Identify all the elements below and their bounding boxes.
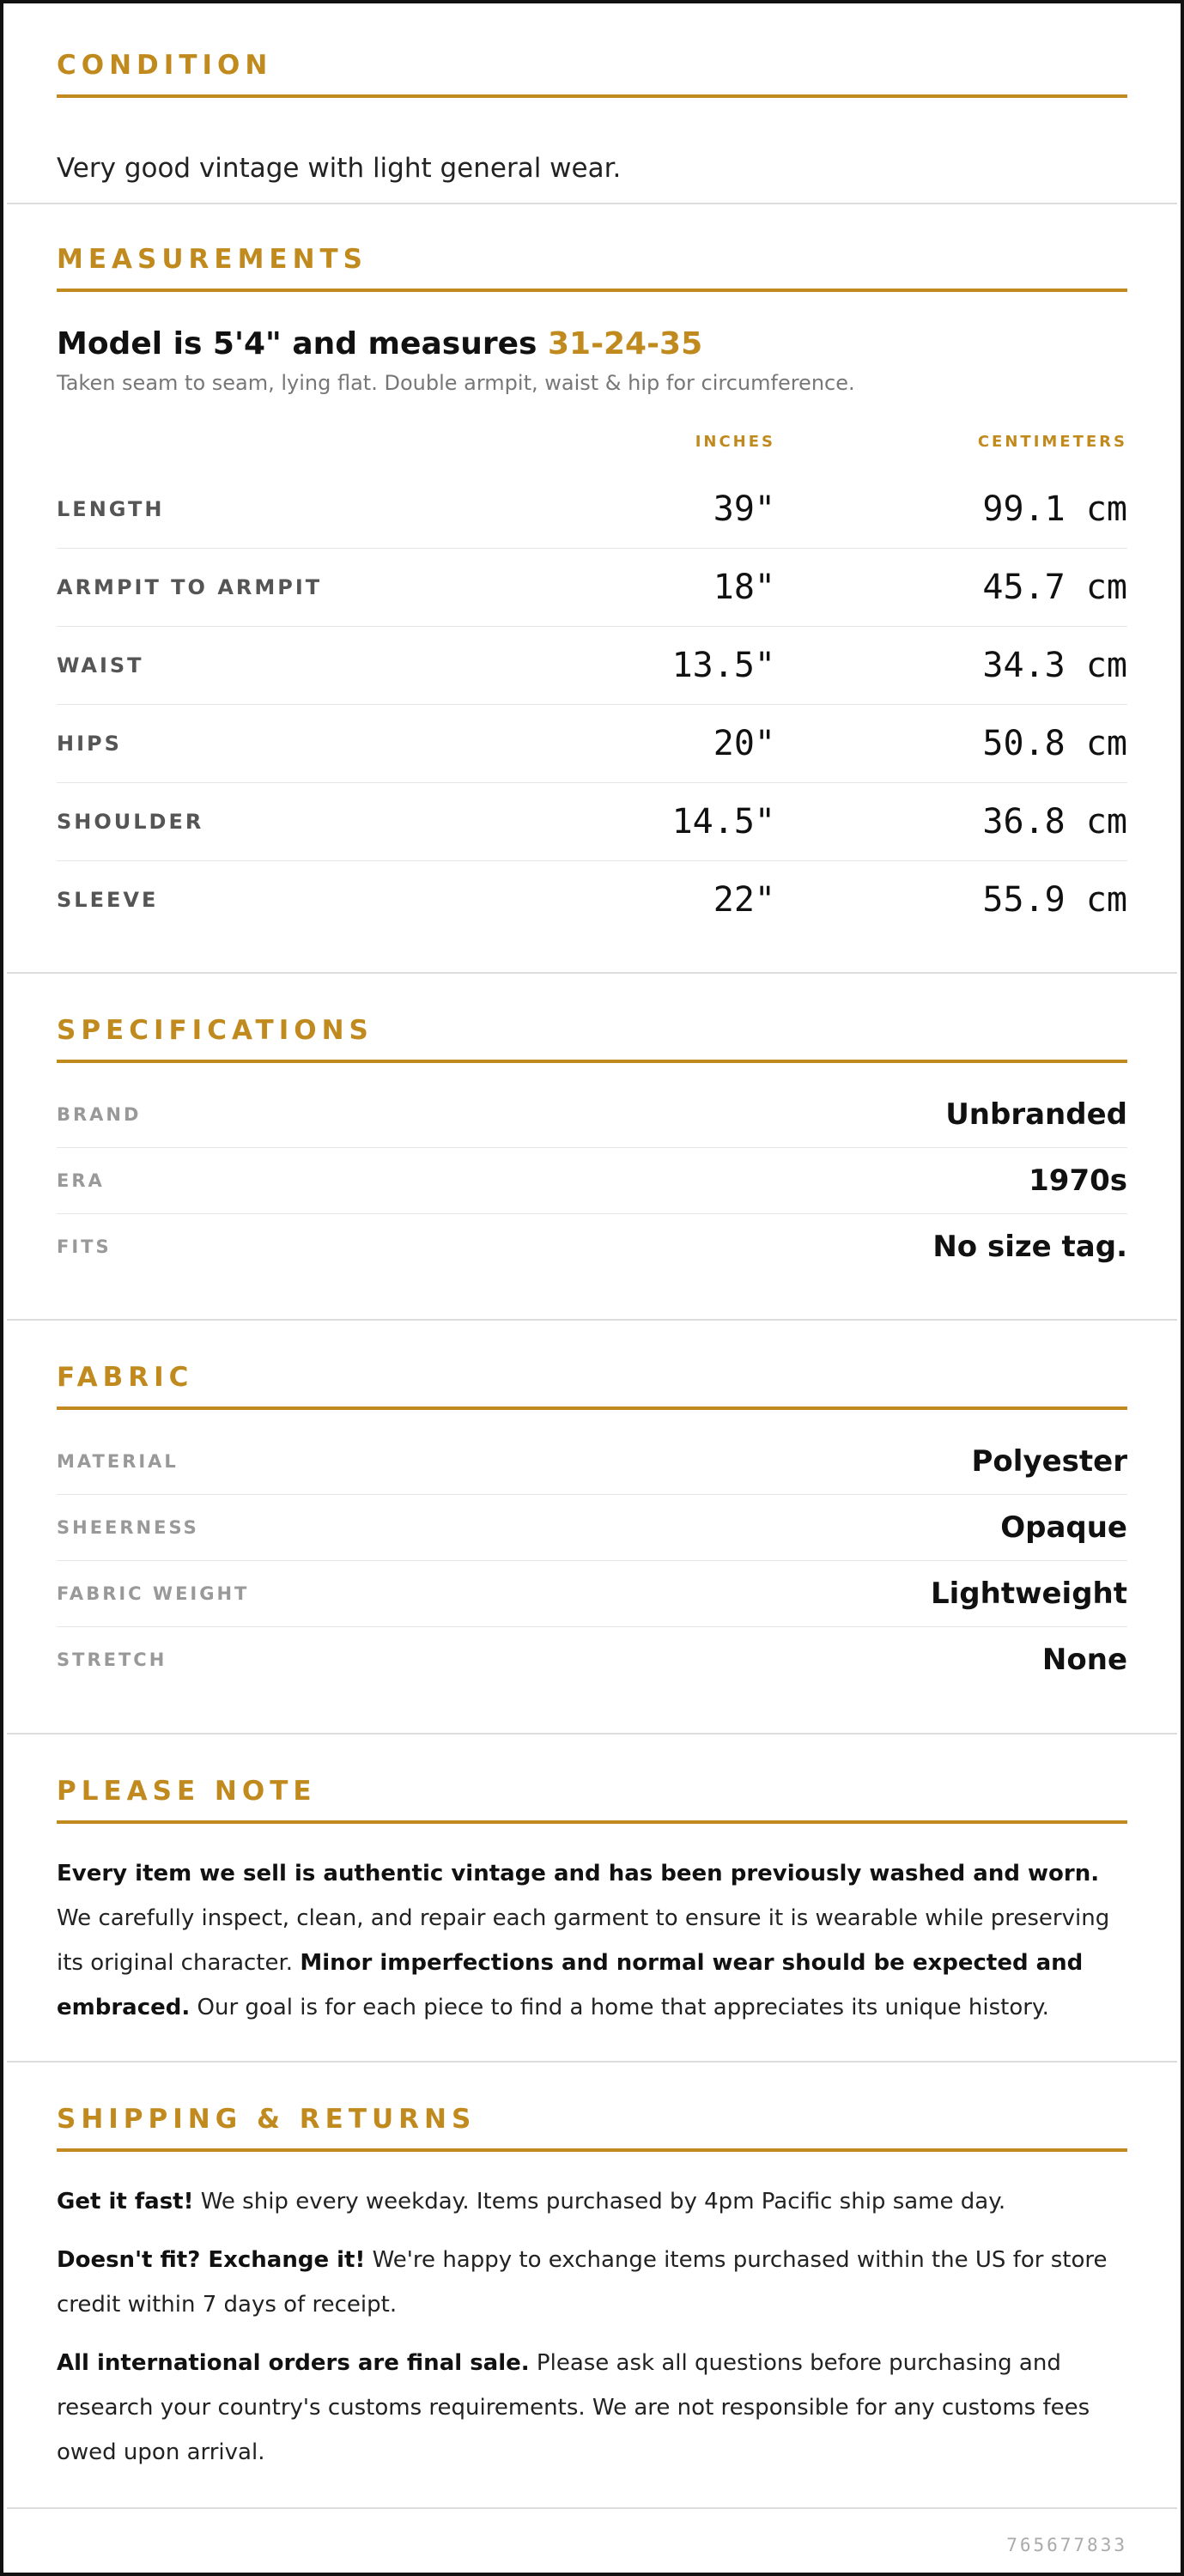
measurement-cm: 45.7 cm xyxy=(982,568,1127,607)
measurement-label: LENGTH xyxy=(57,497,165,521)
fabric-label: STRETCH xyxy=(57,1649,167,1670)
shipping-intl-text: Please ask all questions before purchasing and research your country's customs requirements. We are not responsible for any customs fees owed upon arrival. xyxy=(57,2350,1090,2465)
fabric-row-material xyxy=(57,1429,1127,1495)
measurements-heading: MEASUREMENTS xyxy=(57,242,1127,292)
model-prefix: Model is 5'4" and measures xyxy=(57,326,548,361)
spec-row-fits xyxy=(57,1214,1127,1280)
centimeters-column-header: CENTIMETERS xyxy=(977,433,1127,451)
measurement-row-hips xyxy=(57,705,1127,783)
measurement-label: WAIST xyxy=(57,653,144,677)
please-note-text xyxy=(57,1851,1127,2030)
fabric-value: None xyxy=(1041,1643,1127,1677)
please-note-heading: PLEASE NOTE xyxy=(57,1774,1127,1824)
fabric-heading: FABRIC xyxy=(57,1360,1127,1410)
measurements-section xyxy=(7,204,1177,974)
note-bold-2: Minor imperfections and normal wear should be expected and embraced. xyxy=(57,1950,1084,2020)
please-note-section xyxy=(7,1735,1177,2063)
fabric-row-stretch xyxy=(57,1627,1127,1693)
spec-label: FITS xyxy=(57,1236,112,1257)
measurement-cm: 36.8 cm xyxy=(982,802,1127,841)
specifications-heading: SPECIFICATIONS xyxy=(57,1013,1127,1063)
measurement-row-shoulder xyxy=(57,783,1127,861)
spec-value: Unbranded xyxy=(945,1097,1127,1132)
fabric-value: Lightweight xyxy=(930,1577,1127,1611)
note-bold-1: Every item we sell is authentic vintage and has been previously washed and worn. xyxy=(57,1861,1100,1886)
measurement-inches: 13.5" xyxy=(671,646,775,685)
sku-number: 765677833 xyxy=(1006,2535,1127,2555)
measurement-row-waist xyxy=(57,627,1127,705)
model-measures-value: 31-24-35 xyxy=(547,326,703,361)
measurement-inches: 39" xyxy=(713,489,775,529)
measurement-label: SLEEVE xyxy=(57,888,159,912)
measurement-inches: 22" xyxy=(713,880,775,920)
fabric-label: FABRIC WEIGHT xyxy=(57,1583,250,1604)
measurement-cm: 50.8 cm xyxy=(982,724,1127,763)
measurement-inches: 18" xyxy=(713,568,775,607)
measurement-label: ARMPIT TO ARMPIT xyxy=(57,575,323,599)
spec-row-era xyxy=(57,1148,1127,1214)
measurement-cm: 34.3 cm xyxy=(982,646,1127,685)
spec-label: ERA xyxy=(57,1170,105,1191)
measurement-cm: 55.9 cm xyxy=(982,880,1127,920)
specifications-section xyxy=(7,974,1177,1321)
fabric-section xyxy=(7,1321,1177,1735)
shipping-returns-section xyxy=(7,2063,1177,2509)
note-text-1: We carefully inspect, clean, and repair each garment to ensure it is wearable while preserving its original character. xyxy=(57,1905,1110,1976)
model-measures-line xyxy=(57,326,702,361)
measurements-subline: Taken seam to seam, lying flat. Double armpit, waist & hip for circumference. xyxy=(57,371,855,395)
shipping-paragraph-fast xyxy=(57,2179,1127,2224)
shipping-fast-bold: Get it fast! xyxy=(57,2189,194,2215)
fabric-row-sheerness xyxy=(57,1495,1127,1561)
shipping-exchange-bold: Doesn't fit? Exchange it! xyxy=(57,2247,366,2273)
measurement-cm: 99.1 cm xyxy=(982,489,1127,529)
shipping-intl-bold: All international orders are final sale. xyxy=(57,2350,530,2376)
note-text-2: Our goal is for each piece to find a home that appreciates its unique history. xyxy=(190,1995,1049,2020)
shipping-fast-text: We ship every weekday. Items purchased by 4pm Pacific ship same day. xyxy=(193,2189,1006,2215)
fabric-label: SHEERNESS xyxy=(57,1517,199,1538)
fabric-label: MATERIAL xyxy=(57,1451,179,1472)
measurement-inches: 14.5" xyxy=(671,802,775,841)
measurement-row-length xyxy=(57,471,1127,549)
shipping-heading: SHIPPING & RETURNS xyxy=(57,2102,1127,2152)
condition-heading: CONDITION xyxy=(57,48,1127,98)
fabric-value: Opaque xyxy=(1000,1510,1127,1545)
shipping-paragraph-international xyxy=(57,2341,1127,2475)
spec-label: BRAND xyxy=(57,1104,142,1125)
fabric-row-weight xyxy=(57,1561,1127,1627)
spec-row-brand xyxy=(57,1082,1127,1148)
condition-text: Very good vintage with light general wear. xyxy=(57,153,622,184)
spec-value: No size tag. xyxy=(932,1230,1127,1264)
fabric-value: Polyester xyxy=(971,1444,1127,1479)
measurement-label: HIPS xyxy=(57,732,122,756)
inches-column-header: INCHES xyxy=(695,433,775,451)
measurements-table xyxy=(57,471,1127,939)
condition-section xyxy=(7,3,1177,204)
measurement-row-armpit xyxy=(57,549,1127,627)
measurement-inches: 20" xyxy=(713,724,775,763)
spec-value: 1970s xyxy=(1029,1163,1127,1198)
shipping-paragraph-exchange xyxy=(57,2238,1127,2327)
measurement-label: SHOULDER xyxy=(57,810,204,834)
measurement-row-sleeve xyxy=(57,861,1127,939)
shipping-exchange-text: We're happy to exchange items purchased within the US for store credit within 7 days of receipt. xyxy=(57,2247,1108,2318)
